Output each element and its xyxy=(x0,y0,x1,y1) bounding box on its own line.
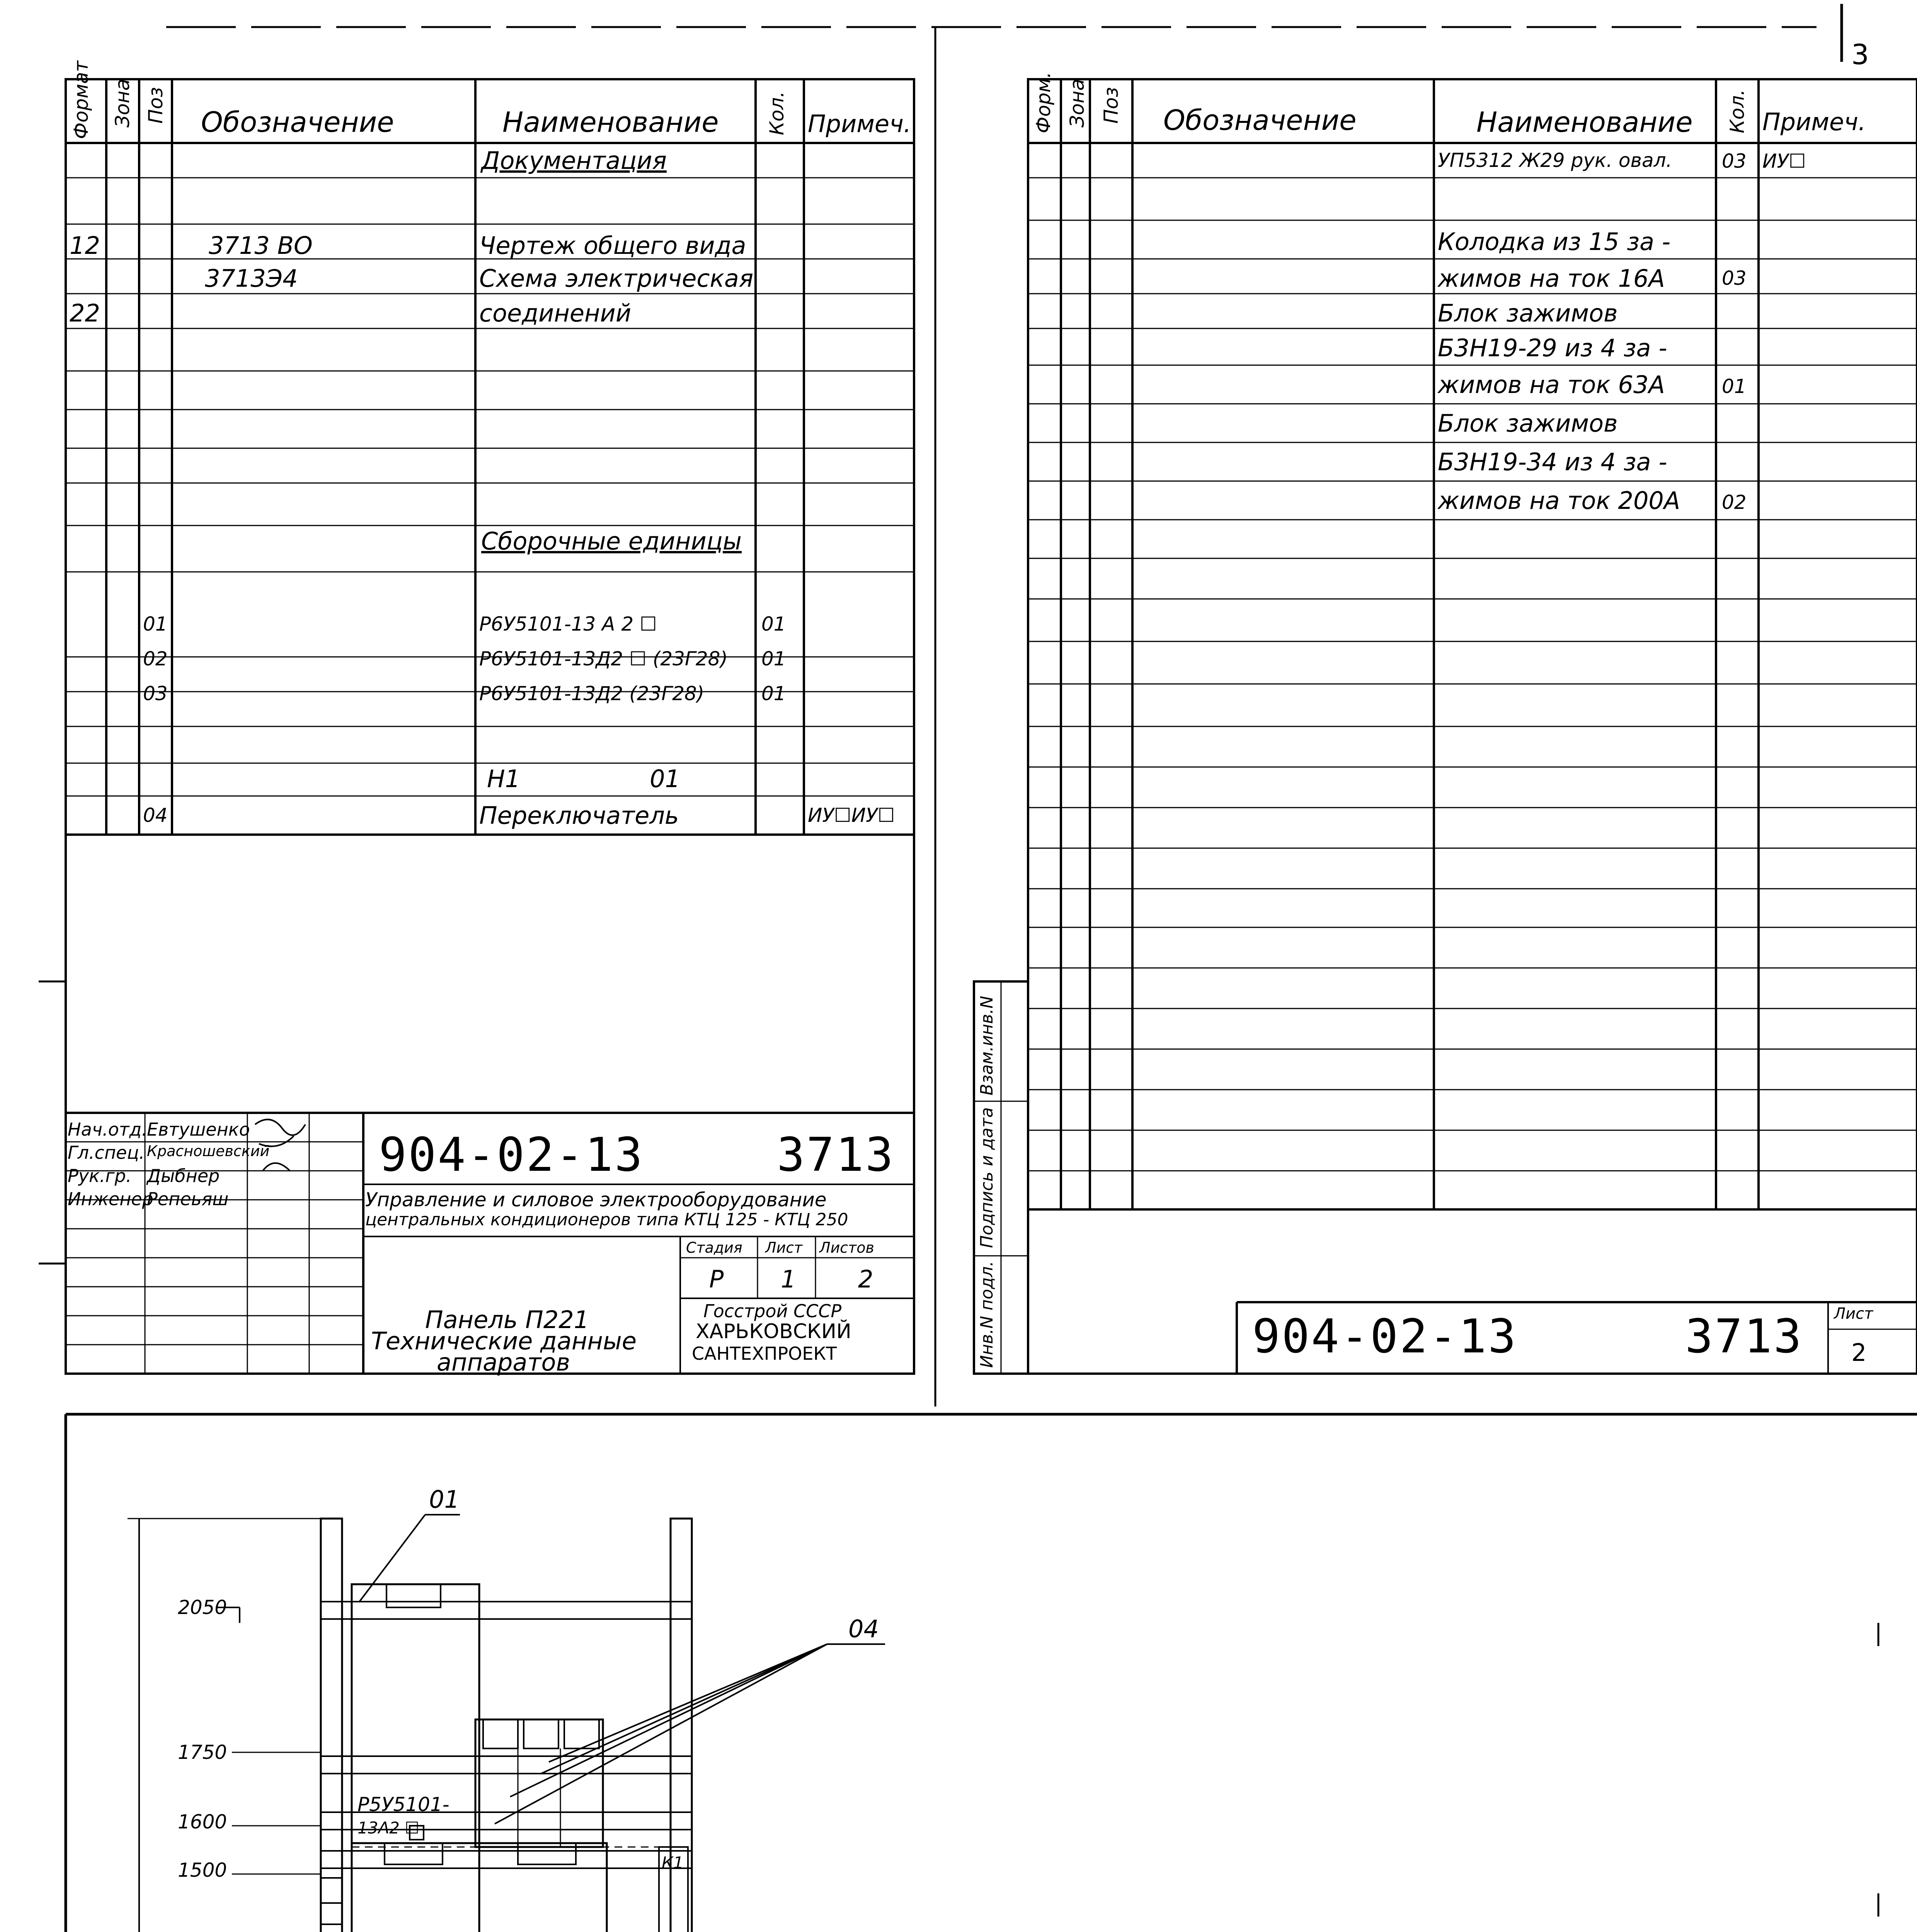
row-name: Схема электрическая xyxy=(479,264,754,293)
tb-role: Нач.отд. xyxy=(68,1119,147,1140)
row-designation: 3713 ВО xyxy=(209,231,313,260)
tb-person: Репеьяш xyxy=(147,1189,229,1209)
page-number: 3 xyxy=(1851,38,1869,71)
row-name: Р6У5101-13 А 2 ☐ xyxy=(479,613,657,635)
terminal-k1: К1 xyxy=(662,1853,684,1872)
sheet-label: Лист xyxy=(765,1239,803,1256)
level-2050: 2050 xyxy=(178,1596,227,1619)
row-name: соединений xyxy=(479,299,632,327)
doc-title-line1: Управление и силовое электрооборудование xyxy=(365,1189,827,1211)
col-header-name: Наименование xyxy=(1476,106,1693,138)
doc-code: 3713 xyxy=(777,1128,895,1182)
col-header-qty: Кол. xyxy=(1726,89,1748,133)
doc-number: 904-02-13 xyxy=(1252,1310,1518,1364)
row-qty: 02 xyxy=(1722,491,1747,514)
stage-label: Стадия xyxy=(686,1239,742,1256)
row-name: жимов на ток 16А xyxy=(1438,264,1665,293)
row-name: Н1 01 xyxy=(487,765,680,793)
section-documentation: Документация xyxy=(481,146,667,175)
row-name: Блок зажимов xyxy=(1438,409,1618,437)
row-note: ИУ☐ИУ☐ xyxy=(808,804,895,827)
row-pos: 02 xyxy=(143,648,168,670)
tb-person: Красношевский xyxy=(147,1143,270,1160)
row-note: ИУ☐ xyxy=(1762,150,1806,172)
sheet-title-line1: Технические данные xyxy=(371,1327,637,1355)
col-header-zone: Зона xyxy=(1066,79,1088,128)
tb-person: Дыбнер xyxy=(147,1165,220,1186)
row-qty: 01 xyxy=(1722,375,1747,398)
col-header-designation: Обозначение xyxy=(201,106,394,138)
device-label-01: Р5У5101- xyxy=(358,1793,449,1816)
row-qty: 01 xyxy=(761,613,786,635)
row-qty: 01 xyxy=(761,648,786,670)
section-assembly-units: Сборочные единицы xyxy=(481,527,742,555)
level-1600: 1600 xyxy=(178,1811,227,1833)
row-name: Р6У5101-13Д2 (23Г28) xyxy=(479,682,705,705)
col-header-qty: Кол. xyxy=(766,91,788,135)
sheet-value: 1 xyxy=(781,1265,796,1293)
callout-01: 01 xyxy=(429,1485,460,1514)
row-pos: 04 xyxy=(143,804,168,827)
row-qty: 01 xyxy=(761,682,786,705)
row-format: 12 xyxy=(70,231,100,260)
row-name: Р6У5101-13Д2 ☐ (23Г28) xyxy=(479,648,728,670)
row-name: Б3Н19-29 из 4 за - xyxy=(1438,334,1667,362)
sheets-label: Листов xyxy=(819,1239,874,1256)
row-name: Колодка из 15 за - xyxy=(1438,228,1671,256)
sheet-value: 2 xyxy=(1851,1338,1867,1367)
stage-value: Р xyxy=(709,1265,724,1293)
panel-title: Панель П221 xyxy=(425,1306,589,1334)
col-header-designation: Обозначение xyxy=(1163,104,1357,136)
tb-role: Гл.спец. xyxy=(68,1142,145,1163)
row-format: 22 xyxy=(70,299,100,327)
tb-person: Евтушенко xyxy=(147,1119,250,1140)
org-line1: Госстрой СССР xyxy=(703,1301,842,1321)
tb-role: Рук.гр. xyxy=(68,1165,132,1186)
row-pos: 03 xyxy=(143,682,168,705)
row-name: Блок зажимов xyxy=(1438,299,1618,327)
row-designation: 3713Э4 xyxy=(205,264,298,293)
row-name: УП5312 Ж29 рук. овал. xyxy=(1438,149,1672,172)
row-name: жимов на ток 200А xyxy=(1438,486,1680,515)
row-name: Чертеж общего вида xyxy=(479,231,746,260)
col-header-note: Примеч. xyxy=(1762,108,1866,136)
sheets-value: 2 xyxy=(858,1265,873,1293)
row-pos: 01 xyxy=(143,613,168,635)
col-header-note: Примеч. xyxy=(808,110,911,138)
col-header-name: Наименование xyxy=(502,106,719,138)
side-label-replace: Взам.инв.N xyxy=(977,996,997,1095)
col-header-zone: Зона xyxy=(111,79,134,128)
doc-code: 3713 xyxy=(1685,1310,1803,1364)
col-header-format: Форм. xyxy=(1032,72,1055,133)
org-line2: ХАРЬКОВСКИЙ xyxy=(696,1320,851,1343)
callout-04: 04 xyxy=(848,1615,879,1643)
row-qty: 03 xyxy=(1722,267,1747,289)
col-header-pos: Поз xyxy=(1100,87,1122,124)
doc-number: 904-02-13 xyxy=(379,1128,644,1182)
side-label-inv: Инв.N подл. xyxy=(977,1261,997,1368)
device-label-01-code: 13А2 ☐ xyxy=(358,1818,419,1837)
row-name: Б3Н19-34 из 4 за - xyxy=(1438,448,1667,476)
row-qty: 03 xyxy=(1722,150,1747,172)
org-line3: САНТЕХПРОЕКТ xyxy=(692,1343,837,1364)
side-label-sign: Подпись и дата xyxy=(977,1107,997,1248)
sheet-title-line2: аппаратов xyxy=(437,1348,570,1376)
sheet-label: Лист xyxy=(1834,1305,1873,1323)
level-1750: 1750 xyxy=(178,1741,227,1764)
row-name: Переключатель xyxy=(479,801,679,830)
col-header-pos: Поз xyxy=(145,87,167,124)
row-name: жимов на ток 63А xyxy=(1438,371,1665,399)
tb-role: Инженер xyxy=(68,1189,153,1209)
doc-title-line2: центральных кондиционеров типа КТЦ 125 - КТЦ 250 xyxy=(365,1210,848,1230)
col-header-format: Формат xyxy=(70,61,92,139)
level-1500: 1500 xyxy=(178,1859,227,1881)
